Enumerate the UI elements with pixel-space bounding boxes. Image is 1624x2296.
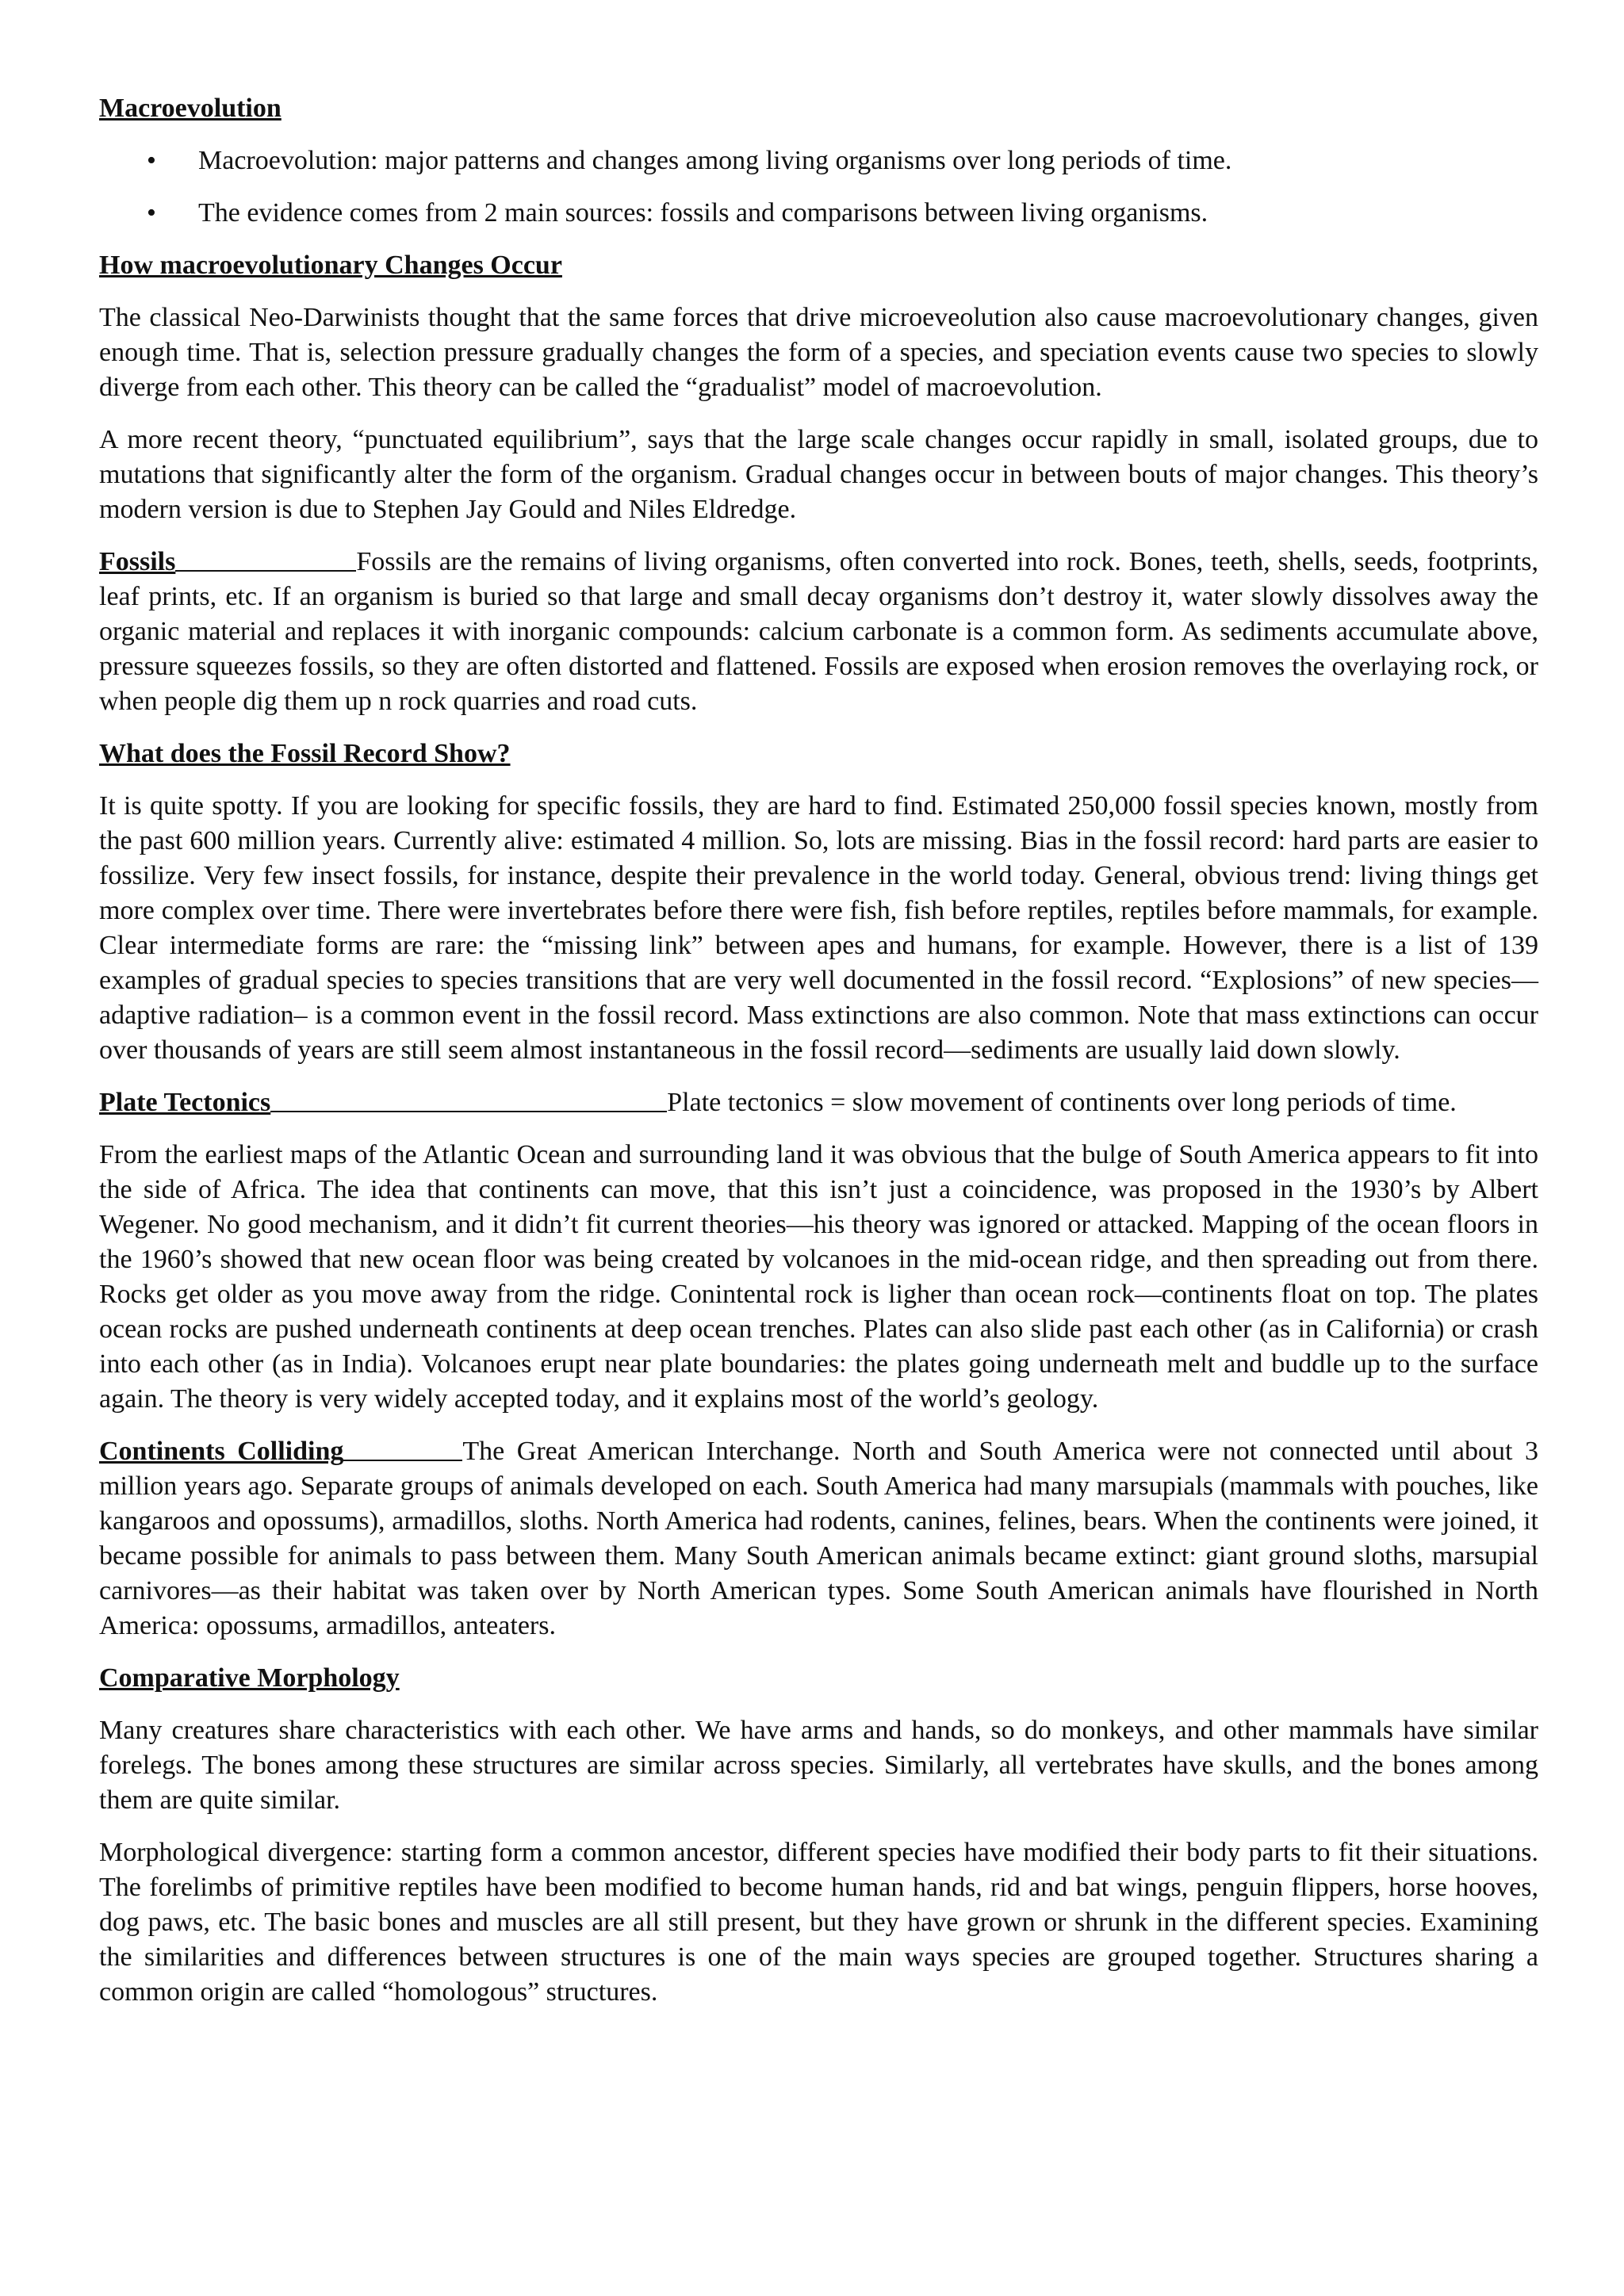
bullet-item bbox=[99, 196, 1538, 231]
heading-underline bbox=[343, 1460, 462, 1461]
paragraph-morphology-divergence: Morphological divergence: starting form a common ancestor, different species have modified their body parts to fit their situations. The forelimbs of primitive reptiles have been modified to become human hands, rid and bat wings, penguin flippers, horse hooves, dog paws, etc. The basic bones and muscles are all still present, but they have grown or shrunk in the different species. Examining the similarities and differences between structures is one of the main ways species are grouped together. Structures sharing a common origin are called “homologous” structures. bbox=[99, 1838, 1538, 2007]
heading-fossil-record: What does the Fossil Record Show? bbox=[99, 739, 511, 768]
heading-underline bbox=[270, 1111, 667, 1112]
paragraph-continents-colliding: The Great American Interchange. North and South America were not connected until about 3 million years ago. Separate groups of animals developed on each. South America had many marsupials (mammals with pouches, like kangaroos and opossums), armadillos, sloths. North America had rodents, canines, felines, bears. When the continents were joined, it became possible for animals to pass between them. Many South American animals became extinct: giant ground sloths, marsupial carnivores—as their habitat was taken over by North American types. Some South American animals have flourished in North America: opossums, armadillos, anteaters. bbox=[99, 1437, 1538, 1640]
bullet-text: The evidence comes from 2 main sources: fossils and comparisons between living organisms. bbox=[198, 198, 1208, 228]
bullet-item bbox=[99, 144, 1538, 178]
paragraph-plate-tectonics: From the earliest maps of the Atlantic Ocean and surrounding land it was obvious that the bulge of South America appears to fit into the side of Africa. The idea that continents can move, that this isn’t just a coincidence, was proposed in the 1930’s by Albert Wegener. No good mechanism, and it didn’t fit current theories—his theory was ignored or attacked. Mapping of the ocean floors in the 1960’s showed that new ocean floor was being created by volcanoes in the mid-ocean ridge, and then spreading out from there. Rocks get older as you move away from the ridge. Conintental rock is ligher than ocean rock—continents float on top. The plates ocean rocks are pushed underneath continents at deep ocean trenches. Plates can also slide past each other (as in California) or crash into each other (as in India). Volcanoes erupt near plate boundaries: the plates going underneath melt and buddle up to the surface again. The theory is very widely accepted today, and it explains most of the world’s geology. bbox=[99, 1140, 1538, 1414]
heading-underline bbox=[175, 570, 356, 572]
heading-fossils: Fossils bbox=[99, 547, 176, 576]
macroevolution-bullet-list bbox=[99, 144, 1538, 231]
heading-plate-tectonics: Plate Tectonics bbox=[99, 1088, 271, 1117]
paragraph-morphology-shared: Many creatures share characteristics with each other. We have arms and hands, so do monkeys, and other mammals have similar forelegs. The bones among these structures are similar across species. Similarly, all vertebrates have skulls, and the bones among them are quite similar. bbox=[99, 1716, 1538, 1815]
heading-continents-colliding: Continents Colliding bbox=[99, 1437, 344, 1466]
bullet-dot-icon: • bbox=[147, 146, 156, 175]
paragraph-plate-tectonics-intro: Plate tectonics = slow movement of continents over long periods of time. bbox=[667, 1088, 1457, 1117]
paragraph-gradualist: The classical Neo-Darwinists thought that the same forces that drive microeveolution also cause macroevolutionary changes, given enough time. That is, selection pressure gradually changes the form of a species, and speciation events cause two species to slowly diverge from each other. This theory can be called the “gradualist” model of macroevolution. bbox=[99, 303, 1538, 402]
paragraph-punctuated: A more recent theory, “punctuated equilibrium”, says that the large scale changes occur rapidly in small, isolated groups, due to mutations that significantly alter the form of the organism. Gradual changes occur in between bouts of major changes. This theory’s modern version is due to Stephen Jay Gould and Niles Eldredge. bbox=[99, 425, 1538, 524]
section-plate-tectonics bbox=[99, 1085, 1538, 1120]
section-fossils bbox=[99, 545, 1538, 719]
paragraph-fossils: Fossils are the remains of living organisms, often converted into rock. Bones, teeth, shells, seeds, footprints, leaf prints, etc. If an organism is buried so that large and small decay organisms don’t destroy it, water slowly dissolves away the organic material and replaces it with inorganic compounds: calcium carbonate is a common form. As sediments accumulate above, pressure squeezes fossils, so they are often distorted and flattened. Fossils are exposed when erosion removes the overlaying rock, or when people dig them up n rock quarries and road cuts. bbox=[99, 547, 1538, 716]
section-continents-colliding bbox=[99, 1434, 1538, 1644]
document-body bbox=[99, 91, 1538, 2027]
bullet-dot-icon: • bbox=[147, 198, 156, 228]
heading-how-changes-occur: How macroevolutionary Changes Occur bbox=[99, 251, 562, 280]
heading-macroevolution: Macroevolution bbox=[99, 94, 282, 123]
heading-comparative-morphology: Comparative Morphology bbox=[99, 1663, 400, 1693]
paragraph-fossil-record: It is quite spotty. If you are looking for specific fossils, they are hard to find. Estimated 250,000 fossil species known, mostly from the past 600 million years. Currently alive: estimated 4 million. So, lots are missing. Bias in the fossil record: hard parts are easier to fossilize. Very few insect fossils, for instance, despite their prevalence in the world today. General, obvious trend: living things get more complex over time. There were invertebrates before there were fish, fish before reptiles, reptiles before mammals, for example. Clear intermediate forms are rare: the “missing link” between apes and humans, for example. However, there is a list of 139 examples of gradual species to species transitions that are very well documented in the fossil record. “Explosions” of new species—adaptive radiation– is a common event in the fossil record. Mass extinctions are also common. Note that mass extinctions can occur over thousands of years are still seem almost instantaneous in the fossil record—sediments are usually laid down slowly. bbox=[99, 791, 1538, 1065]
bullet-text: Macroevolution: major patterns and changes among living organisms over long periods of time. bbox=[198, 146, 1232, 175]
